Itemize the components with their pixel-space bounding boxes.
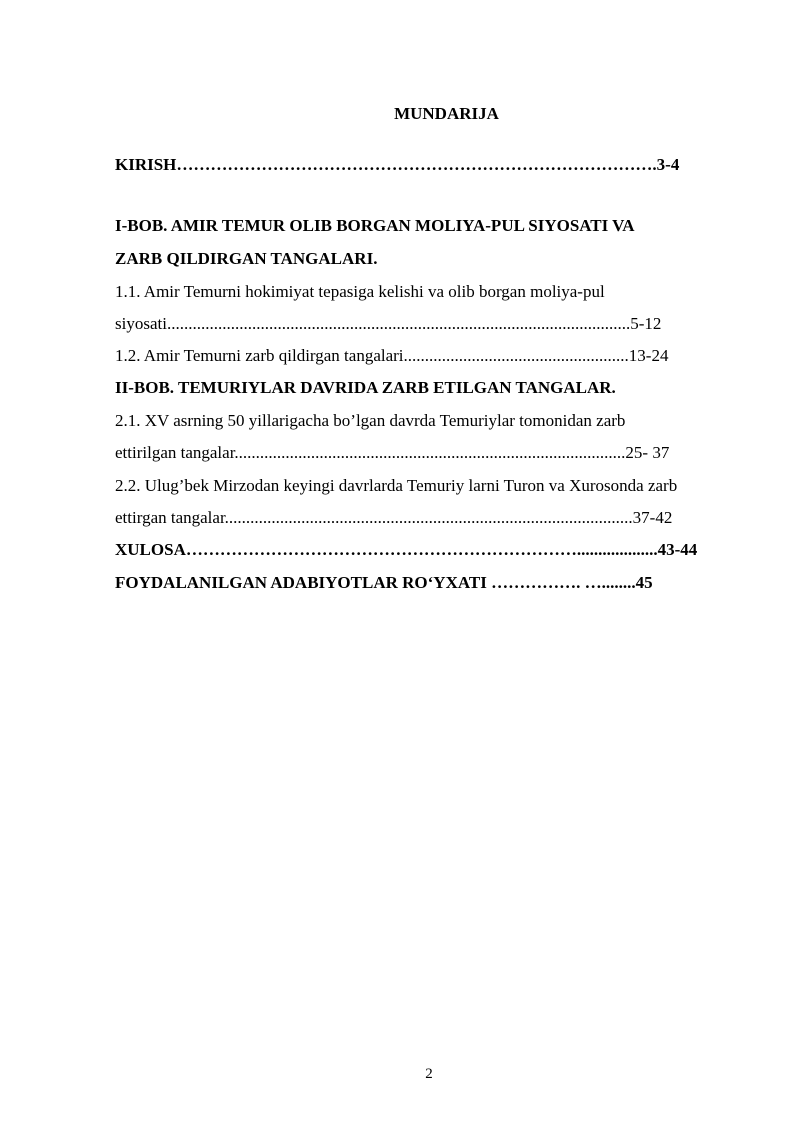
- toc-entry-xulosa[interactable]: XULOSA……………………………………………………………...................43-44: [115, 540, 698, 559]
- toc-section-1-1-line-2[interactable]: siyosati.............................................................................................................5-12: [115, 314, 662, 333]
- toc-entry-adabiyotlar[interactable]: FOYDALANILGAN ADABIYOTLAR RO‘YXATI ……………. …........45: [115, 573, 653, 592]
- toc-chapter-1-line-2[interactable]: ZARB QILDIRGAN TANGALARI.: [115, 249, 378, 268]
- toc-section-1-2[interactable]: 1.2. Amir Temurni zarb qildirgan tangalari.....................................................13-24: [115, 346, 669, 365]
- page-title: MUNDARIJA: [394, 104, 499, 123]
- toc-section-2-1-line-1[interactable]: 2.1. XV asrning 50 yillarigacha bo’lgan davrda Temuriylar tomonidan zarb: [115, 411, 626, 430]
- toc-section-2-2-line-2[interactable]: ettirgan tangalar................................................................................................37-42: [115, 508, 673, 527]
- toc-entry-kirish[interactable]: KIRISH………………………………………………………………………….3-4: [115, 155, 680, 174]
- toc-chapter-2[interactable]: II-BOB. TEMURIYLAR DAVRIDA ZARB ETILGAN TANGALAR.: [115, 378, 616, 397]
- page-number: 2: [425, 1066, 433, 1082]
- toc-section-1-1-line-1[interactable]: 1.1. Amir Temurni hokimiyat tepasiga kelishi va olib borgan moliya-pul: [115, 282, 605, 301]
- toc-chapter-1-line-1[interactable]: I-BOB. AMIR TEMUR OLIB BORGAN MOLIYA-PUL SIYOSATI VA: [115, 216, 635, 235]
- toc-section-2-1-line-2[interactable]: ettirilgan tangalar............................................................................................25- 37: [115, 443, 670, 462]
- toc-section-2-2-line-1[interactable]: 2.2. Ulug’bek Mirzodan keyingi davrlarda Temuriy larni Turon va Xurosonda zarb: [115, 476, 678, 495]
